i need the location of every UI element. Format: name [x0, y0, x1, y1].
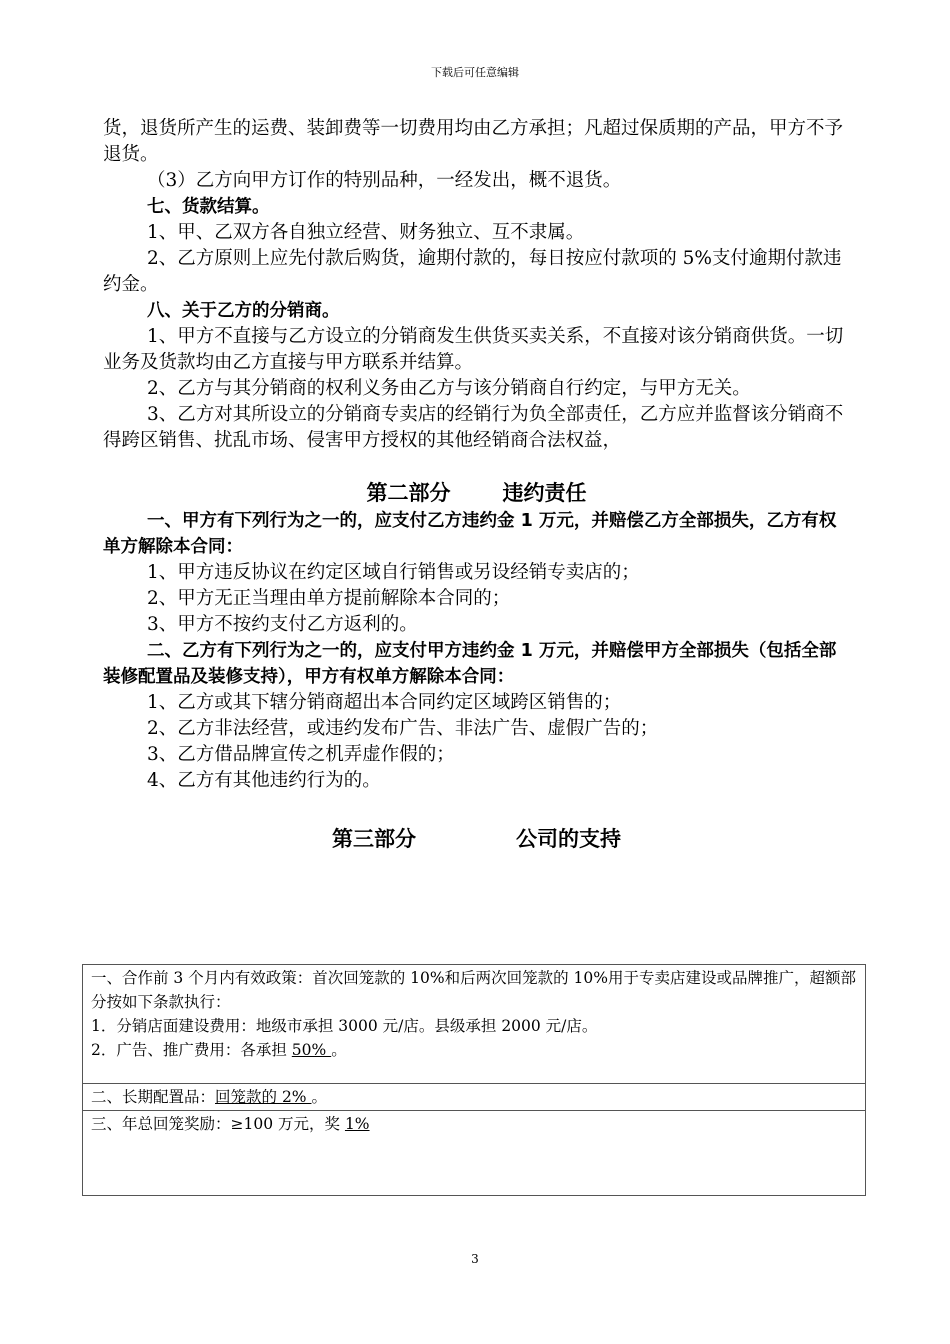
support-row-1 [83, 965, 866, 1084]
part-2-clause-1-item-2: 2、甲方无正当理由单方提前解除本合同的； [147, 588, 511, 609]
section-8-item-2: 2、乙方与其分销商的权利义务由乙方与该分销商自行约定，与甲方无关。 [147, 378, 751, 399]
section-8-item-1: 1、甲方不直接与乙方设立的分销商发生供货买卖关系，不直接对该分销商供货。一切业务及货款均由乙方直接与甲方联系并结算。 [103, 326, 844, 373]
support-row-1-ad-fee [91, 1038, 857, 1062]
continued-clause-3: （3）乙方向甲方订作的特别品种，一经发出，概不退货。 [147, 170, 622, 191]
support-policy-table [82, 964, 866, 1196]
support-row-3 [83, 1111, 866, 1196]
page-number: 3 [471, 1252, 479, 1266]
part-2-clause-2-item-1: 1、乙方或其下辖分销商超出本合同约定区域跨区销售的； [147, 692, 622, 713]
part-2-clause-2-item-3: 3、乙方借品牌宣传之机弄虚作假的； [147, 744, 455, 765]
support-row-1-policy: 一、合作前 3 个月内有效政策：首次回笼款的 10%和后两次回笼款的 10%用于专卖店建设或品牌推广，超额部分按如下条款执行： [91, 969, 856, 1011]
ad-fee-value: 50% [291, 1041, 332, 1059]
page-header: 下载后可任意编辑 [431, 66, 519, 79]
support-row-1-store-fee: 1．分销店面建设费用：地级市承担 3000 元/店。县级承担 2000 元/店。 [91, 1017, 598, 1035]
section-7-item-2: 2、乙方原则上应先付款后购货，逾期付款的，每日按应付款项的 5%支付逾期付款违约金。 [103, 248, 842, 295]
part-2-title [103, 478, 850, 508]
part-2-clause-2-title: 二、乙方有下列行为之一的，应支付甲方违约金 1 万元，并赔偿甲方全部损失（包括全部装修配置品及装修支持），甲方有权单方解除本合同： [103, 641, 837, 687]
part-3-title [103, 824, 850, 854]
long-term-value: 回笼款的 2% [215, 1088, 312, 1106]
section-7-title: 七、货款结算。 [147, 197, 270, 217]
table-row [83, 1111, 866, 1196]
section-8-item-3: 3、乙方对其所设立的分销商专卖店的经销行为负全部责任，乙方应并监督该分销商不得跨区销售、扰乱市场、侵害甲方授权的其他经销商合法权益， [103, 404, 844, 451]
part-2-clause-2-item-2: 2、乙方非法经营，或违约发布广告、非法广告、虚假广告的； [147, 718, 659, 739]
part-2-title-number: 第二部分 [366, 481, 451, 505]
part-3-title-number: 第三部分 [332, 827, 416, 851]
long-term-suffix: 。 [311, 1088, 327, 1106]
part-3-title-text: 公司的支持 [516, 827, 621, 851]
ad-fee-label: 2．广告、推广费用：各承担 [91, 1041, 292, 1059]
part-2-clause-1-item-3: 3、甲方不按约支付乙方返利的。 [147, 614, 418, 635]
section-8-title: 八、关于乙方的分销商。 [147, 301, 340, 321]
part-2-clause-1-title: 一、甲方有下列行为之一的，应支付乙方违约金 1 万元，并赔偿乙方全部损失，乙方有权单方解除本合同： [103, 511, 837, 557]
support-row-2 [83, 1084, 866, 1111]
part-2-title-text: 违约责任 [502, 481, 587, 505]
long-term-label: 二、长期配置品： [91, 1088, 216, 1106]
part-2-clause-1-item-1: 1、甲方违反协议在约定区域自行销售或另设经销专卖店的； [147, 562, 640, 583]
table-row [83, 965, 866, 1084]
section-7-item-1: 1、甲、乙双方各自独立经营、财务独立、互不隶属。 [147, 222, 585, 243]
part-2-clause-2-item-4: 4、乙方有其他违约行为的。 [147, 770, 381, 791]
ad-fee-suffix: 。 [331, 1041, 347, 1059]
annual-reward-label: 三、年总回笼奖励：≥100 万元，奖 [91, 1115, 345, 1133]
annual-reward-value: 1% [344, 1115, 370, 1133]
continued-paragraph: 货，退货所产生的运费、装卸费等一切费用均由乙方承担；凡超过保质期的产品，甲方不予退货。 [103, 118, 844, 165]
table-row [83, 1084, 866, 1111]
contract-body [103, 116, 850, 854]
